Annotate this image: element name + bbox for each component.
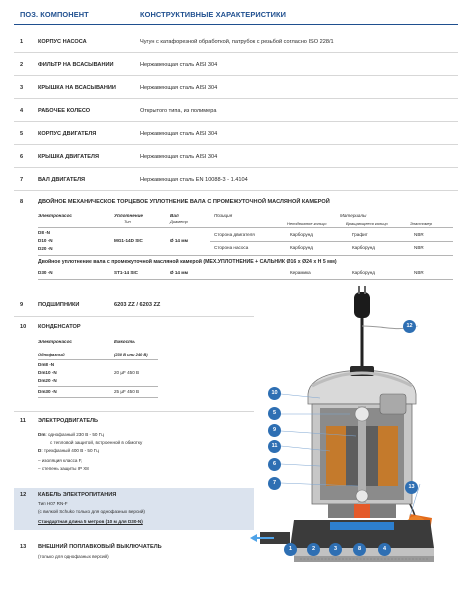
seal-h-seal-sub: Тип bbox=[124, 219, 131, 224]
callout-10: 10 bbox=[268, 387, 281, 400]
seal-h-elastomer: Эластомер bbox=[410, 221, 432, 226]
float-note: (только для однофазных версий) bbox=[38, 554, 109, 559]
pump-cutaway-illustration bbox=[250, 286, 465, 568]
seal-row2-el: NBR bbox=[414, 245, 424, 250]
seal-h-materials: Материалы bbox=[340, 213, 367, 218]
cap-model-dm10: Dm10 -N bbox=[38, 370, 57, 375]
callout-12: 12 bbox=[403, 320, 416, 333]
seal-pump-d8: D8 -N bbox=[38, 230, 50, 235]
seal-h-shaft-sub: Диаметр bbox=[170, 219, 188, 224]
seal-d30-fixed: Карборунд bbox=[352, 270, 375, 275]
callout-13: 13 bbox=[405, 481, 418, 494]
seal-shaft: Ø 14 мм bbox=[170, 238, 189, 243]
seal-d30-shaft: Ø 14 мм bbox=[170, 270, 189, 275]
callout-9: 9 bbox=[268, 424, 281, 437]
seal-d30-el: NBR bbox=[414, 270, 424, 275]
seal-pump-d10: D10 -N bbox=[38, 238, 53, 243]
seal-row1-pos: Сторона двигателя bbox=[214, 232, 255, 237]
seal-row2-rot: Карборунд bbox=[352, 245, 375, 250]
cap-value-1: 20 µF 450 В bbox=[114, 370, 140, 375]
callout-4: 4 bbox=[378, 543, 391, 556]
seal-h-rotating: Вращающееся кольцо bbox=[346, 221, 388, 226]
callout-8: 8 bbox=[353, 543, 366, 556]
seal-row1-rot: Графит bbox=[352, 232, 368, 237]
callout-5: 5 bbox=[268, 407, 281, 420]
callout-6: 6 bbox=[268, 458, 281, 471]
seal-pump-d20: D20 -N bbox=[38, 246, 53, 251]
seal-row1-el: NBR bbox=[414, 232, 424, 237]
cap-model-dm8: Dm8 -N bbox=[38, 362, 55, 367]
cap-model-dm20: Dm20 -N bbox=[38, 378, 57, 383]
seal-h-seal: Уплотнение bbox=[114, 213, 143, 218]
cap-h-pump: Электронасос bbox=[38, 339, 72, 344]
cap-h-single: Однофазный bbox=[38, 352, 65, 357]
seal-d30-type: ST1-14 SIC bbox=[114, 270, 138, 275]
seal-type: MG1-14D SIC bbox=[114, 238, 143, 243]
seal-h-position: Позиция bbox=[214, 213, 233, 218]
callout-11: 11 bbox=[268, 440, 281, 453]
cable-plug: (с вилкой Schuko только для однофазных версий) bbox=[38, 509, 145, 514]
cable-length: Стандартная длина 5 метров (10 м для D30-N) bbox=[38, 519, 143, 524]
seal-h-pump: Электронасос bbox=[38, 213, 72, 218]
cap-model-dm30: Dm30 -N bbox=[38, 389, 57, 394]
seal-double-title: Двойное уплотнение вала с промежуточной масляной камерой (МЕХ.УПЛОТНЕНИЕ + САЛЬНИК Ø16 х Ø24 х Н 5 мм) bbox=[38, 259, 337, 265]
spec-sheet: ПОЗ. КОМПОНЕНТ КОНСТРУКТИВНЫЕ ХАРАКТЕРИСТИКИ 1 КОРПУС НАСОСА Чугун с катафорезной обработкой, патрубок с резьбой согласно ISO 228/1 2 ФИЛЬТР НА ВСАСЫВАНИИ Нержавеющая сталь AISI 304 3 КРЫШКА НА ВСАСЫВАНИИ Нержавеющая сталь AISI 304 4 РАБОЧЕЕ КОЛЕСО Открытого типа, из полимера 5 КОРПУС ДВИГАТЕЛЯ Нержавеющая сталь AISI 304 6 КРЫШКА ДВИГАТЕЛЯ Нержавеющая сталь AISI 304 7 ВАЛ ДВИГАТЕЛЯ Нержавеющая сталь EN 10088-3 - 1.4104 8 ДВОЙНОЕ МЕХАНИЧЕСКОЕ ТОРЦЕВОЕ УПЛОТНЕНИЕ ВАЛА С ПРОМЕЖУТОЧНОЙ МАСЛЯНОЙ КАМЕРОЙ Электронасос Уплотнение Тип Вал Диаметр Позиция Материалы Неподвижное кольцо Вращающееся кольцо Эластомер D8 -N D10 -N D20 -N MG1-14D SIC Ø 14 мм Сторона двигателя Карборунд Графит NBR Сторона насоса Карборунд Карборунд NBR Двойное уплотнение вала с промежуточной масляной камерой (МЕХ.УПЛОТНЕНИЕ + САЛЬНИК Ø16 х Ø24 х Н 5 мм) D30 -N ST1-14 SIC Ø 14 мм Керамика Карборунд NBR 9 ПОДШИПНИКИ 6203 ZZ / 6203 ZZ 10 КОНДЕНСАТОР Электронасос Емкость Однофазный (230 В или 240 В) Dm8 -N Dm10 -N Dm20 -N 20 µF 450 В Dm30 -N 25 µF 450 В 11 ЭЛЕКТРОДВИГАТЕЛЬ Dm: однофазный 230 В - 50 Гц с тепловой защитой, встроенной в обмотку D: трехфазный 400 В - 50 Гц – изоляция класса F, – степень защиты IP X8 12 КАБЕЛЬ ЭЛЕКТРОПИТАНИЯ Тип H07 RN-F (с вилкой Schuko только для однофазных версий) Стандартная длина 5 метров (10 м для D30-N) 13 ВНЕШНИЙ ПОПЛАВКОВЫЙ ВЫКЛЮЧАТЕЛЬ (только для однофазных версий) 12 10 5 9 11 6 7 13 1 2 3 8 4 bbox=[0, 0, 470, 600]
callout-2: 2 bbox=[307, 543, 320, 556]
schuko-plug-icon bbox=[354, 292, 370, 318]
cap-value-2: 25 µF 450 В bbox=[114, 389, 140, 394]
seal-row2-pos: Сторона насоса bbox=[214, 245, 249, 250]
cap-h-volt: (230 В или 240 В) bbox=[114, 352, 148, 357]
seal-row2-fixed: Карборунд bbox=[290, 245, 313, 250]
seal-d30-pump: D30 -N bbox=[38, 270, 53, 275]
callout-1: 1 bbox=[284, 543, 297, 556]
header-rule bbox=[14, 24, 458, 25]
callout-3: 3 bbox=[329, 543, 342, 556]
seal-h-fixed: Неподвижное кольцо bbox=[287, 221, 327, 226]
callout-7: 7 bbox=[268, 477, 281, 490]
seal-d30-pos: Керамика bbox=[290, 270, 311, 275]
header-characteristics: КОНСТРУКТИВНЫЕ ХАРАКТЕРИСТИКИ bbox=[140, 10, 287, 19]
cable-type: Тип H07 RN-F bbox=[38, 501, 68, 506]
cap-h-cap: Емкость bbox=[114, 339, 135, 344]
seal-h-shaft: Вал bbox=[170, 213, 179, 218]
header-position-component: ПОЗ. КОМПОНЕНТ bbox=[20, 10, 89, 19]
seal-row1-fixed: Карборунд bbox=[290, 232, 313, 237]
